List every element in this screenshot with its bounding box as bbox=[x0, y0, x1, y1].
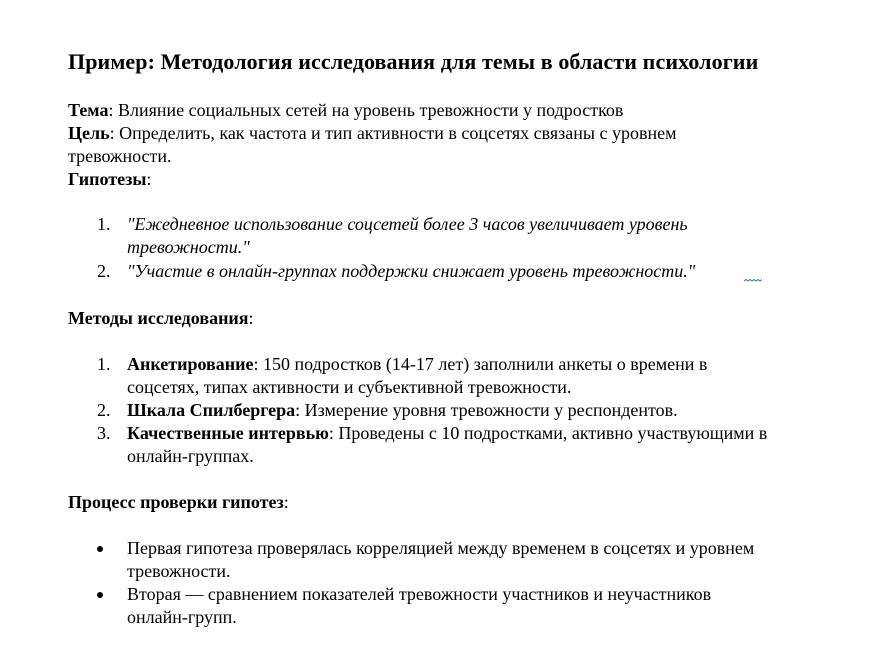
method-text-line1: : 150 подростков (14-17 лет) заполнили анкеты о времени в bbox=[253, 354, 708, 374]
process-text-line1: Вторая — сравнением показателей тревожности участников и неучастников bbox=[127, 584, 712, 604]
method-text bbox=[127, 399, 847, 422]
process-text-line2: онлайн-групп. bbox=[127, 607, 237, 627]
document-heading: Пример: Методология исследования для темы в области психологии bbox=[68, 49, 759, 74]
goal-label: Цель bbox=[68, 123, 110, 143]
topic-line bbox=[68, 99, 858, 122]
method-text-line2: онлайн-группах. bbox=[127, 446, 254, 466]
goal-text-line2: тревожности. bbox=[68, 146, 172, 166]
topic-text: Влияние социальных сетей на уровень тревожности у подростков bbox=[113, 100, 624, 120]
hypotheses-label: Гипотезы bbox=[68, 169, 147, 189]
method-term: Качественные интервью bbox=[127, 423, 329, 443]
process-label: Процесс проверки гипотез bbox=[68, 492, 284, 512]
hypotheses-heading bbox=[68, 168, 858, 191]
method-text bbox=[127, 353, 847, 399]
methods-colon: : bbox=[248, 308, 254, 328]
process-colon: : bbox=[283, 492, 289, 512]
hypothesis-number: 1. bbox=[97, 214, 111, 234]
hypotheses-colon: : bbox=[146, 169, 152, 189]
hypothesis-number: 2. bbox=[97, 261, 111, 281]
goal-colon: : bbox=[109, 123, 115, 143]
process-text-line2: тревожности. bbox=[127, 561, 231, 581]
process-text bbox=[127, 583, 847, 629]
hypothesis-text-line2: тревожности." bbox=[127, 237, 250, 257]
methods-heading bbox=[68, 307, 858, 330]
topic-label: Тема bbox=[68, 100, 109, 120]
bullet-icon bbox=[97, 546, 103, 552]
method-number: 2. bbox=[97, 400, 111, 420]
process-text bbox=[127, 537, 847, 583]
hypothesis-text bbox=[127, 260, 847, 283]
topic-colon: : bbox=[108, 100, 114, 120]
process-heading bbox=[68, 491, 858, 514]
goal-line bbox=[68, 122, 858, 145]
methods-label: Методы исследования bbox=[68, 308, 249, 328]
hypothesis-text-line1: "Ежедневное использование соцсетей более 3 часов увеличивает уровень bbox=[127, 214, 688, 234]
method-term: Шкала Спилбергера bbox=[127, 400, 296, 420]
method-term: Анкетирование bbox=[127, 354, 254, 374]
process-text-line1: Первая гипотеза проверялась корреляцией между временем в соцсетях и уровнем bbox=[127, 538, 755, 558]
bullet-icon bbox=[97, 592, 103, 598]
method-text-line1: : Измерение уровня тревожности у респондентов. bbox=[295, 400, 678, 420]
hypothesis-text-line1: "Участие в онлайн-группах поддержки снижает уровень тревожности." bbox=[127, 261, 696, 281]
method-text-line2: соцсетях, типах активности и субъективной тревожности. bbox=[127, 377, 572, 397]
goal-text-line1: Определить, как частота и тип активности в соцсетях связаны с уровнем bbox=[114, 123, 677, 143]
method-text bbox=[127, 422, 847, 468]
method-text-line1: : Проведены с 10 подростками, активно участвующими в bbox=[328, 423, 768, 443]
method-number: 3. bbox=[97, 423, 111, 443]
method-number: 1. bbox=[97, 354, 111, 374]
spellcheck-squiggle-icon bbox=[744, 279, 762, 282]
hypothesis-text bbox=[127, 213, 847, 259]
goal-line-2 bbox=[68, 145, 858, 168]
